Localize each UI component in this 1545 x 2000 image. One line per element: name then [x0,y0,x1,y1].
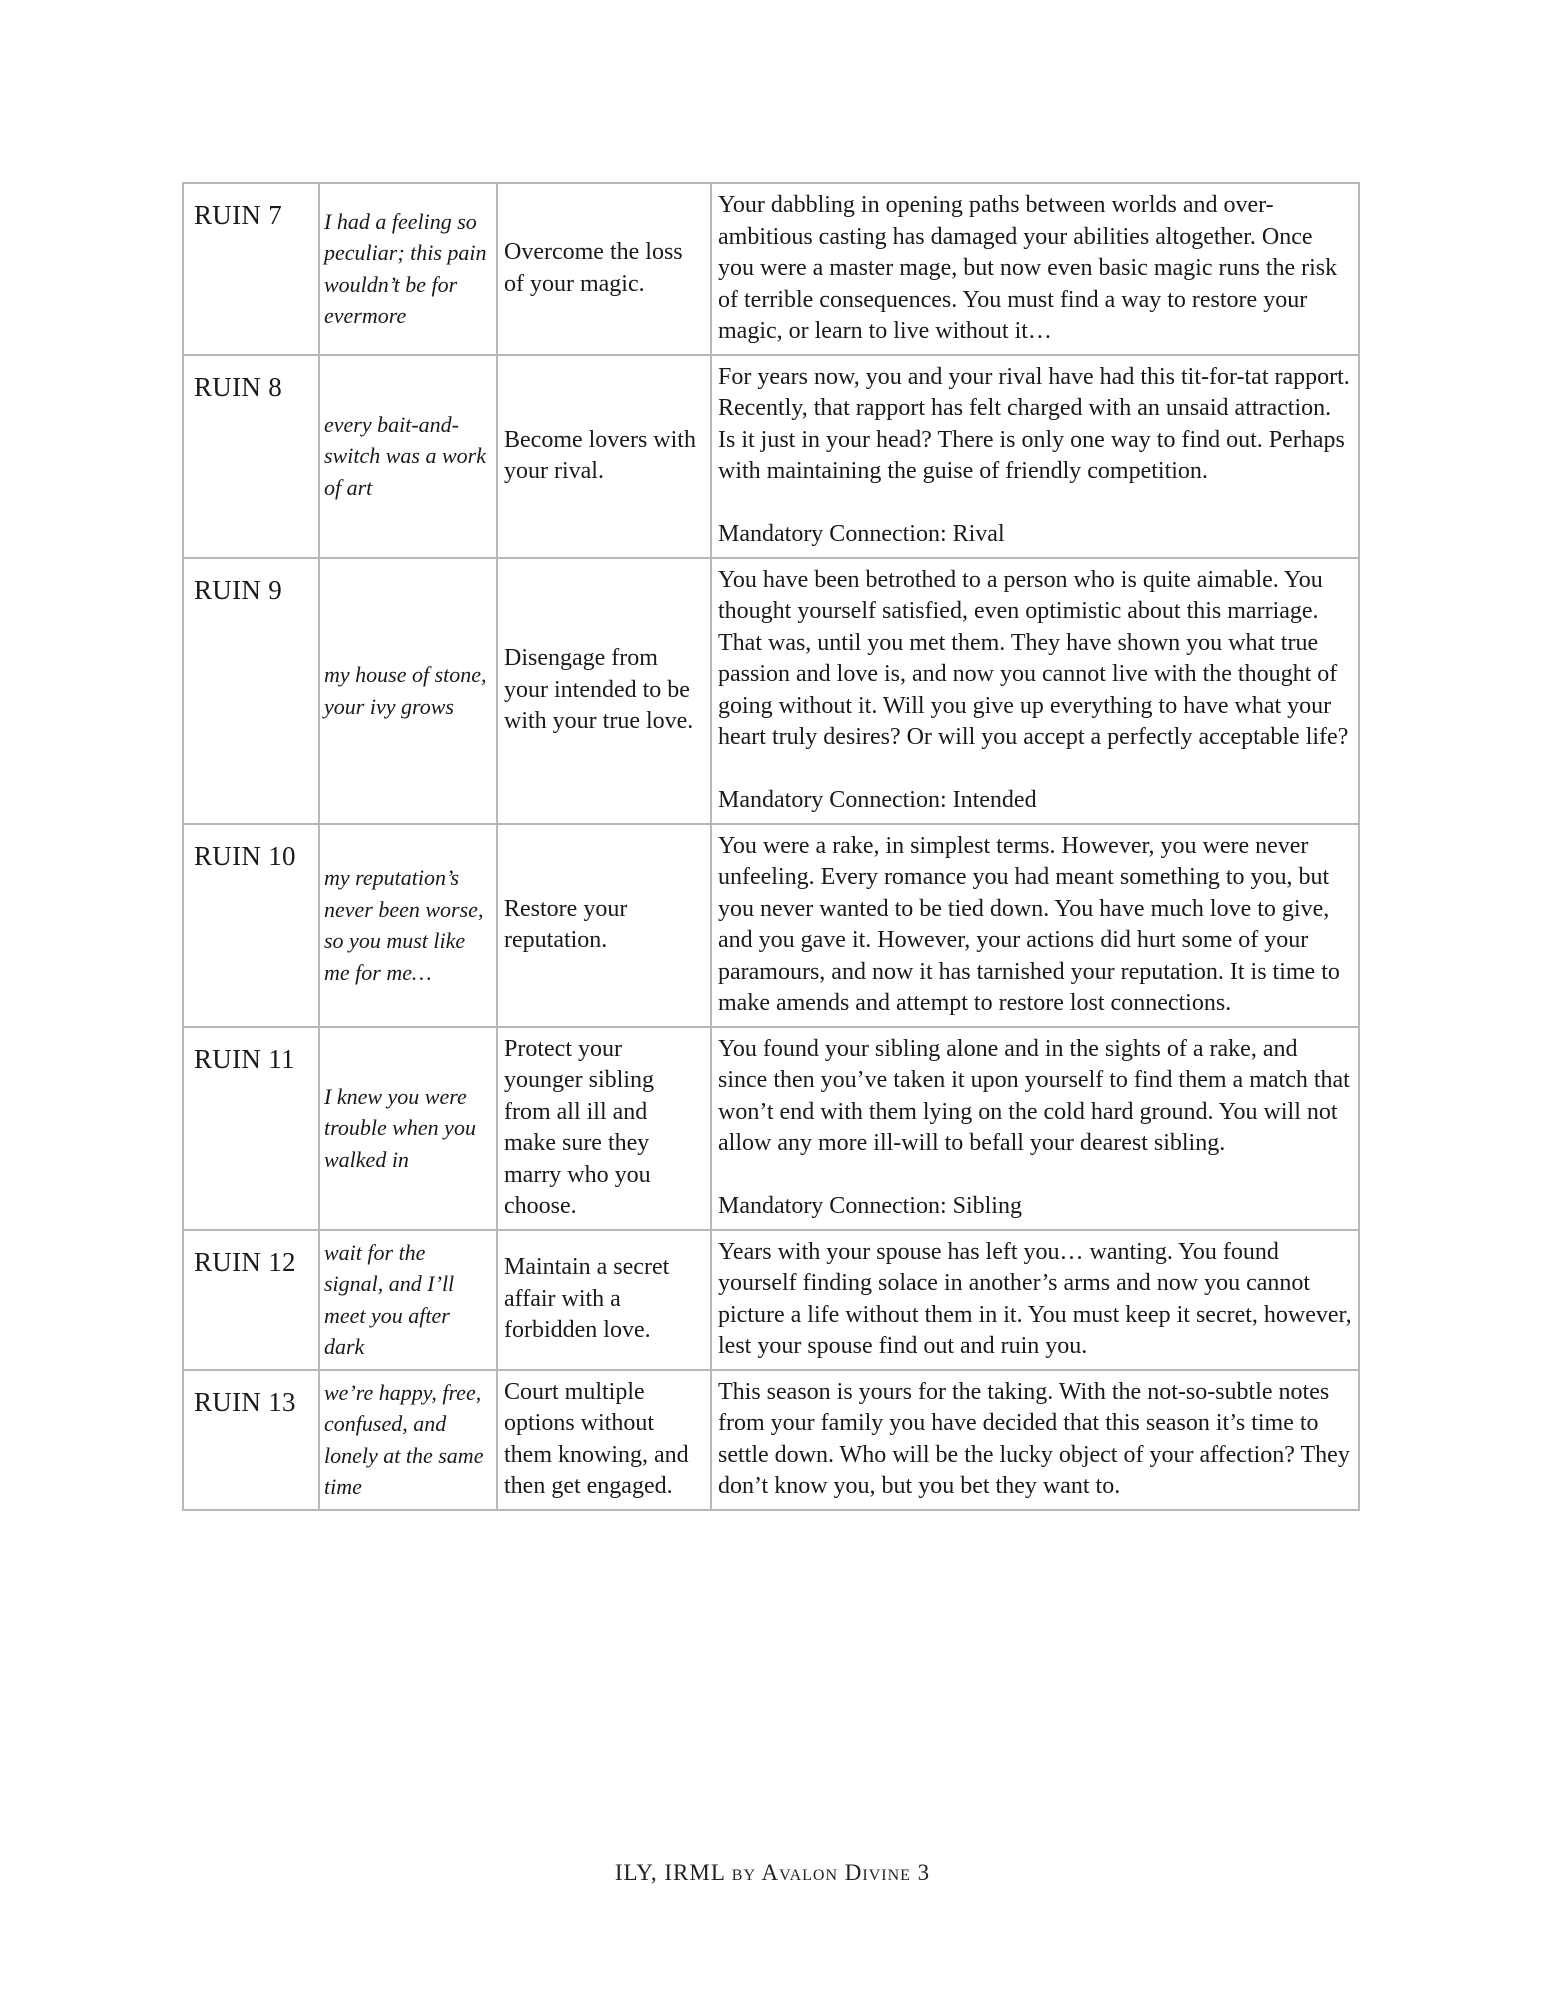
ruin-description: You were a rake, in simplest terms. However, you were never unfeeling. Every romance you had meant something to you, but you never wanted to be tied down. You have much love to give, and you gave it. However, your actions did hurt some of your paramours, and now it has tarnished your reputation. It is time to make amends and attempt to restore lost connections. [718,832,1340,1016]
ruin-lyric: my house of stone, your ivy grows [319,558,497,824]
table-row [183,558,1359,824]
ruin-goal: Become lovers with your rival. [497,355,711,558]
ruin-lyric: my reputation’s never been worse, so you must like me for me… [319,824,497,1027]
ruin-description-cell [711,824,1359,1027]
ruin-description: Years with your spouse has left you… wanting. You found yourself finding solace in another’s arms and now you cannot picture a life without them in it. You must keep it secret, however, lest your spouse find out and ruin you. [718,1238,1352,1359]
ruin-goal: Restore your reputation. [497,824,711,1027]
ruin-description-cell [711,1027,1359,1230]
ruin-description: You found your sibling alone and in the sights of a rake, and since then you’ve taken it upon yourself to find them a match that won’t end with them lying on the cold hard ground. You will not allow any more ill-will to befall your dearest sibling. [718,1035,1350,1156]
ruin-title: RUIN 11 [183,1027,319,1230]
ruin-goal: Protect your younger sibling from all ill and make sure they marry who you choose. [497,1027,711,1230]
ruin-description: You have been betrothed to a person who is quite aimable. You thought yourself satisfied, even optimistic about this marriage. That was, until you met them. They have shown you what true passion and love is, and now you cannot live with the thought of going without it. Will you give up everything to have what your heart truly desires? Or will you accept a perfectly acceptable life? [718,566,1349,750]
table-row [183,1230,1359,1370]
ruin-description-cell [711,558,1359,824]
table-row [183,1027,1359,1230]
mandatory-connection: Mandatory Connection: Rival [718,521,1005,547]
table-row [183,1370,1359,1510]
mandatory-connection: Mandatory Connection: Intended [718,787,1037,813]
ruin-goal: Maintain a secret affair with a forbidden love. [497,1230,711,1370]
table-row [183,183,1359,355]
ruin-description: This season is yours for the taking. With the not-so-subtle notes from your family you have decided that this season it’s time to settle down. Who will be the lucky object of your affection? They don’t know you, but you bet they want to. [718,1378,1350,1499]
ruins-table [182,182,1360,1511]
mandatory-connection: Mandatory Connection: Sibling [718,1193,1022,1219]
ruin-description-cell [711,183,1359,355]
table-row [183,355,1359,558]
ruin-lyric: wait for the signal, and I’ll meet you after dark [319,1230,497,1370]
ruin-description-cell [711,1370,1359,1510]
ruin-title: RUIN 8 [183,355,319,558]
ruin-description-cell [711,355,1359,558]
ruin-title: RUIN 9 [183,558,319,824]
table-row [183,824,1359,1027]
ruin-description: For years now, you and your rival have had this tit-for-tat rapport. Recently, that rapport has felt charged with an unsaid attraction. Is it just in your head? There is only one way to find out. Perhaps with maintaining the guise of friendly competition. [718,363,1350,484]
ruin-title: RUIN 7 [183,183,319,355]
ruin-title: RUIN 12 [183,1230,319,1370]
ruin-description-cell [711,1230,1359,1370]
ruin-lyric: I had a feeling so peculiar; this pain wouldn’t be for evermore [319,183,497,355]
ruin-goal: Court multiple options without them knowing, and then get engaged. [497,1370,711,1510]
ruin-lyric: every bait-and-switch was a work of art [319,355,497,558]
ruin-goal: Disengage from your intended to be with your true love. [497,558,711,824]
ruin-title: RUIN 10 [183,824,319,1027]
ruin-lyric: we’re happy, free, confused, and lonely at the same time [319,1370,497,1510]
page-footer: ILY, IRML by Avalon Divine 3 [614,1860,931,1885]
ruin-title: RUIN 13 [183,1370,319,1510]
ruin-description: Your dabbling in opening paths between worlds and over-ambitious casting has damaged your abilities altogether. Once you were a master mage, but now even basic magic runs the risk of terrible consequences. You must find a way to restore your magic, or learn to live without it… [718,192,1338,344]
ruin-lyric: I knew you were trouble when you walked in [319,1027,497,1230]
ruin-goal: Overcome the loss of your magic. [497,183,711,355]
